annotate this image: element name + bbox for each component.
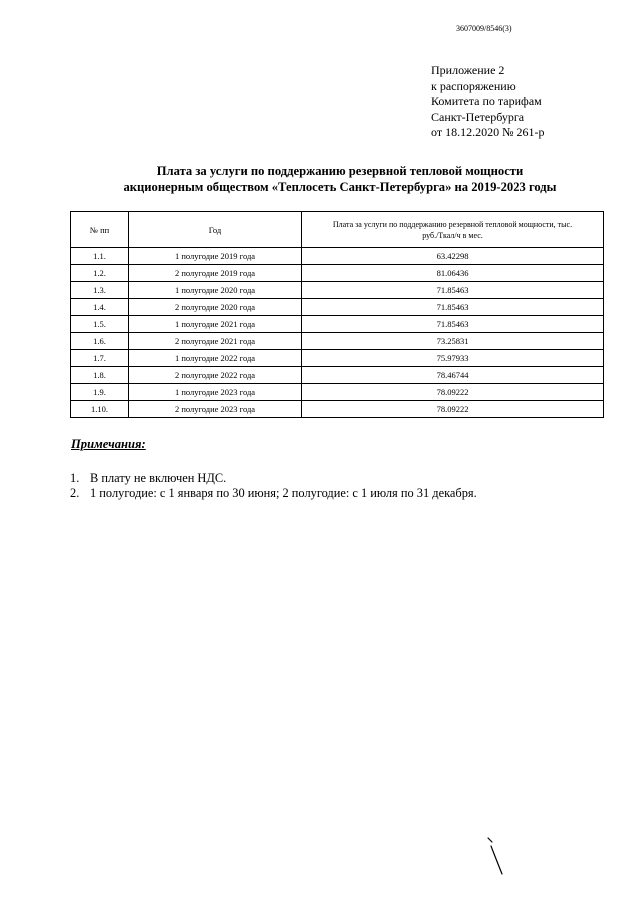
table-row: [71, 333, 604, 350]
appendix-line: к распоряжению: [431, 78, 516, 93]
note-number: 1.: [70, 471, 80, 485]
note-number: 2.: [70, 486, 80, 500]
table-row: [71, 248, 604, 265]
header-value-line-1: Плата за услуги по поддержанию резервной тепловой мощности, тыс.: [332, 219, 573, 229]
cell-period: 1 полугодие 2019 года: [129, 248, 302, 265]
note-item: [70, 486, 477, 501]
cell-value: 78.09222: [302, 384, 604, 401]
cell-value: 71.85463: [302, 282, 604, 299]
note-text: В плату не включен НДС.: [90, 471, 227, 485]
table-row: [71, 299, 604, 316]
cell-num: 1.1.: [71, 248, 129, 265]
cell-value: 73.25831: [302, 333, 604, 350]
cell-value: 78.09222: [302, 401, 604, 418]
notes-list: [70, 471, 477, 501]
cell-num: 1.7.: [71, 350, 129, 367]
title-line-1: Плата за услуги по поддержанию резервной тепловой мощности: [156, 164, 524, 178]
table-row: [71, 367, 604, 384]
table-row: [71, 384, 604, 401]
table-row: [71, 282, 604, 299]
cell-period: 2 полугодие 2023 года: [129, 401, 302, 418]
cell-period: 1 полугодие 2023 года: [129, 384, 302, 401]
appendix-line: от 18.12.2020 № 261-р: [431, 125, 545, 139]
note-text: 1 полугодие: с 1 января по 30 июня; 2 полугодие: с 1 июля по 31 декабря.: [90, 486, 477, 500]
cell-value: 75.97933: [302, 350, 604, 367]
document-id: 3607009/8546(3): [456, 24, 512, 33]
table-row: [71, 265, 604, 282]
cell-period: 2 полугодие 2020 года: [129, 299, 302, 316]
table-row: [71, 401, 604, 418]
cell-num: 1.4.: [71, 299, 129, 316]
cell-period: 2 полугодие 2019 года: [129, 265, 302, 282]
table-row: [71, 350, 604, 367]
appendix-line: Приложение 2: [431, 63, 505, 77]
appendix-line: Санкт-Петербурга: [431, 109, 525, 124]
document-title: [60, 163, 620, 195]
cell-num: 1.6.: [71, 333, 129, 350]
cell-period: 1 полугодие 2020 года: [129, 282, 302, 299]
cell-value: 81.06436: [302, 265, 604, 282]
appendix-block: [431, 63, 545, 141]
cell-num: 1.10.: [71, 401, 129, 418]
cell-num: 1.3.: [71, 282, 129, 299]
header-value-line-2: руб./Ткал/ч в мес.: [422, 230, 483, 240]
header-num: № пп: [71, 212, 129, 248]
note-item: [70, 471, 477, 486]
cell-value: 78.46744: [302, 367, 604, 384]
cell-num: 1.5.: [71, 316, 129, 333]
cell-period: 1 полугодие 2022 года: [129, 350, 302, 367]
header-value: [302, 212, 604, 248]
cell-period: 2 полугодие 2021 года: [129, 333, 302, 350]
notes-heading: Примечания:: [71, 437, 146, 451]
cell-value: 63.42298: [302, 248, 604, 265]
cell-num: 1.2.: [71, 265, 129, 282]
cell-value: 71.85463: [302, 316, 604, 333]
cell-num: 1.9.: [71, 384, 129, 401]
cell-value: 71.85463: [302, 299, 604, 316]
pen-mark: [484, 832, 508, 880]
rates-table: [70, 211, 604, 418]
cell-period: 1 полугодие 2021 года: [129, 316, 302, 333]
appendix-line: Комитета по тарифам: [431, 94, 542, 108]
cell-num: 1.8.: [71, 367, 129, 384]
table-row: [71, 316, 604, 333]
cell-period: 2 полугодие 2022 года: [129, 367, 302, 384]
header-period: Год: [129, 212, 302, 248]
title-line-2: акционерным обществом «Теплосеть Санкт-Петербурга» на 2019-2023 годы: [123, 180, 557, 194]
table-header-row: [71, 212, 604, 248]
